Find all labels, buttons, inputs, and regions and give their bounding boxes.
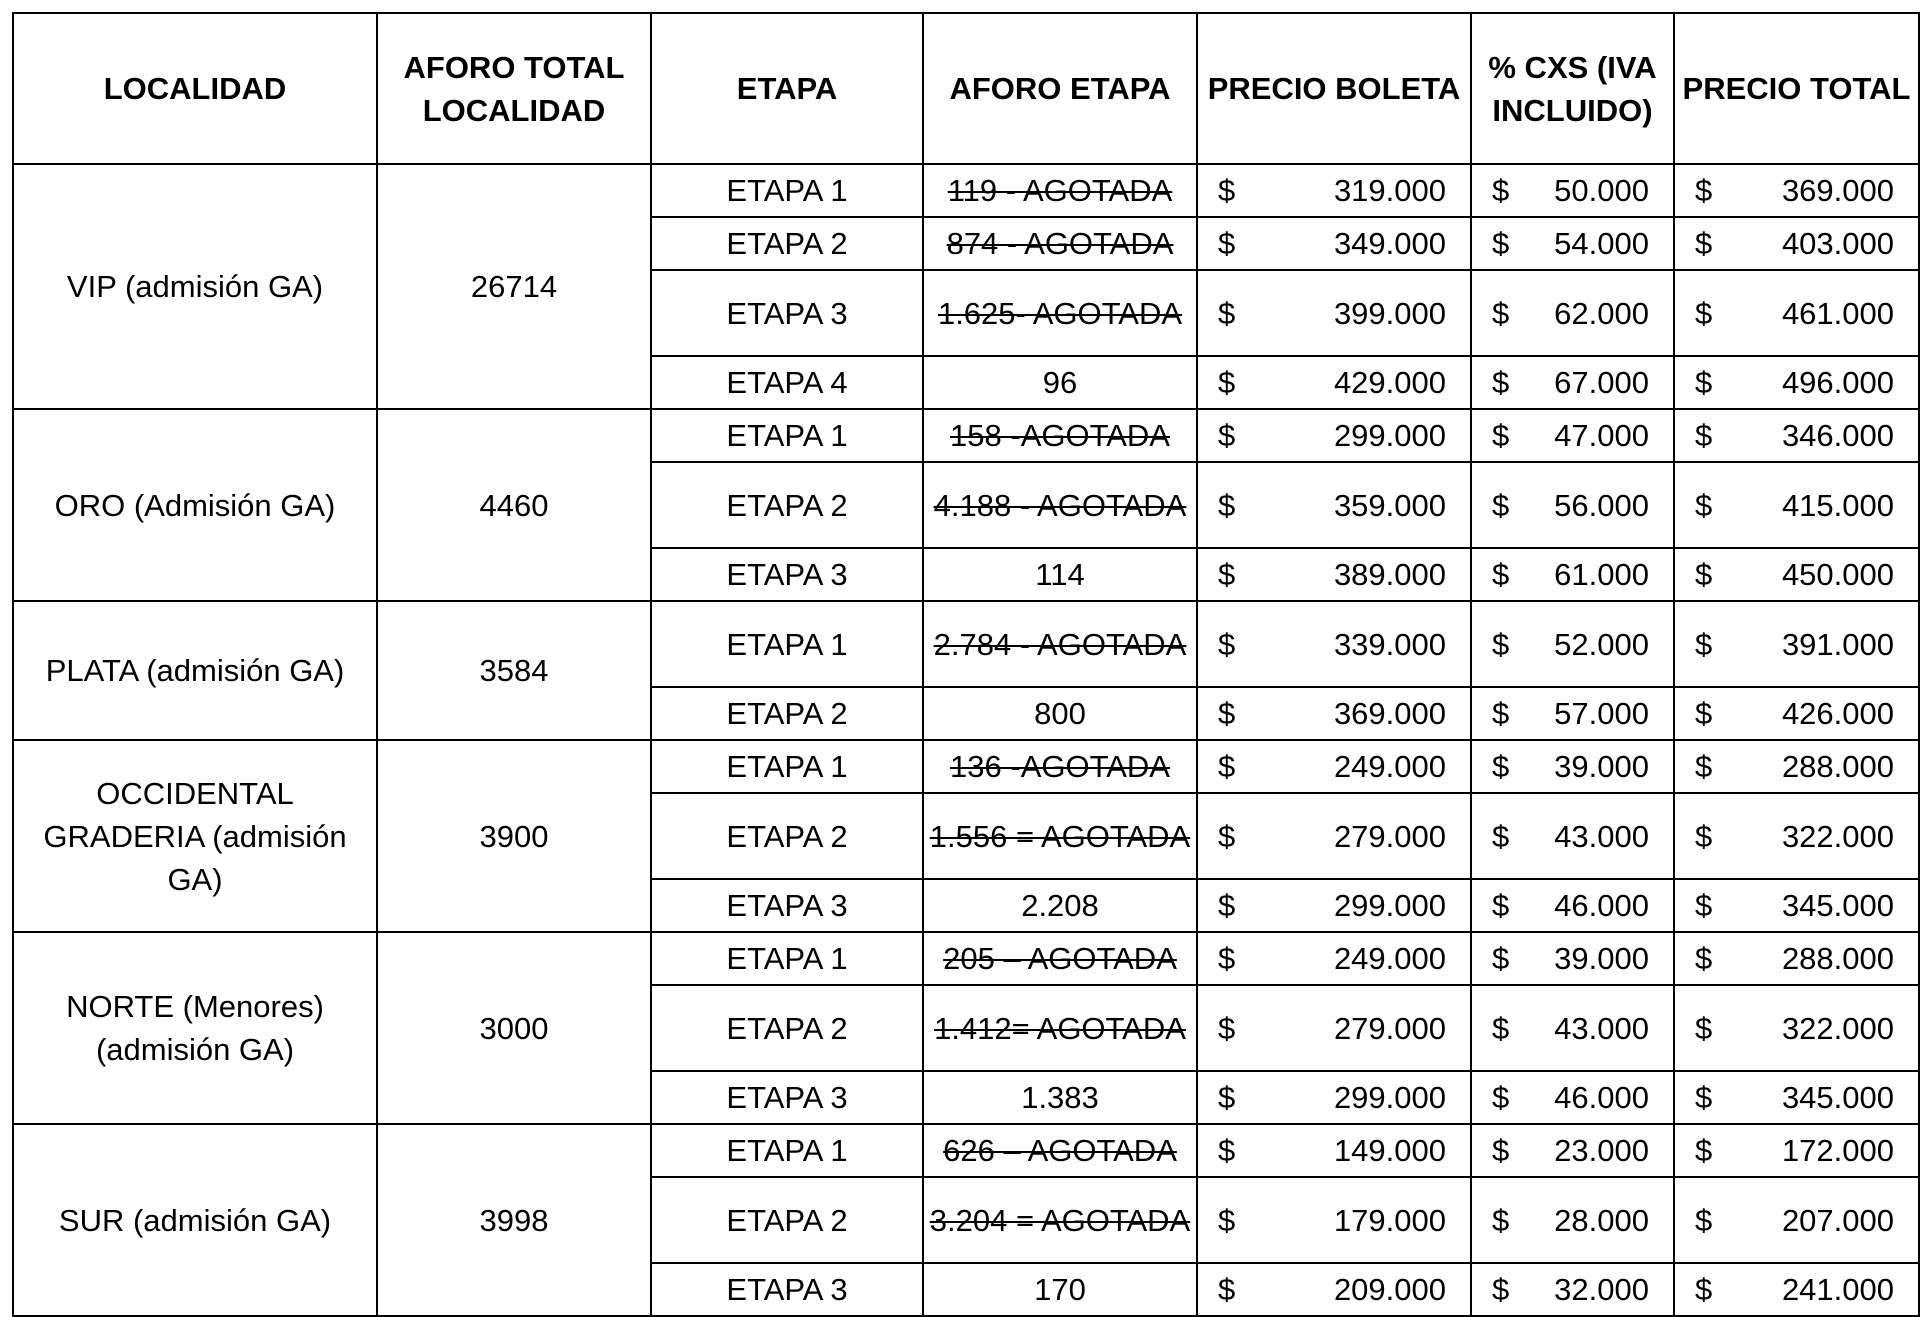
localidad-name: NORTE (Menores) (admisión GA) [13,932,377,1124]
precio-total-cell [1674,356,1919,409]
precio-boleta-cell [1197,217,1471,270]
cxs-value-cell [1471,601,1674,687]
currency-symbol: $ [1695,626,1713,662]
precio-boleta: 299.000 [1333,418,1446,453]
etapa-label: ETAPA 1 [651,932,923,985]
currency-symbol: $ [1218,749,1236,784]
aforo-etapa [923,793,1197,879]
cxs-value: 39.000 [1554,749,1649,784]
precio-total-cell [1674,270,1919,356]
currency-symbol: $ [1695,941,1713,976]
precio-total-cell [1674,1263,1919,1316]
currency-symbol: $ [1492,1010,1510,1046]
aforo-etapa [923,409,1197,462]
precio-total: 241.000 [1781,1272,1894,1307]
cxs-value: 43.000 [1554,1010,1649,1046]
aforo-etapa-value: 1.383 [1021,1080,1099,1115]
cxs-value: 67.000 [1554,365,1649,400]
localidad-name: OCCIDENTAL GRADERIA (admisión GA) [13,740,377,932]
precio-boleta: 249.000 [1333,749,1446,784]
aforo-etapa-sold-out: 136 -AGOTADA [950,749,1170,784]
aforo-total-localidad: 4460 [377,409,651,601]
etapa-label: ETAPA 2 [651,985,923,1071]
cxs-value-cell [1471,1071,1674,1124]
currency-symbol: $ [1492,696,1510,731]
etapa-label: ETAPA 3 [651,270,923,356]
precio-total: 461.000 [1781,295,1894,331]
precio-boleta: 359.000 [1333,487,1446,523]
cxs-value: 50.000 [1554,173,1649,208]
etapa-label: ETAPA 2 [651,793,923,879]
aforo-etapa [923,217,1197,270]
cxs-value-cell [1471,932,1674,985]
cxs-value: 46.000 [1554,888,1649,923]
currency-symbol: $ [1218,365,1236,400]
localidad-name: ORO (Admisión GA) [13,409,377,601]
etapa-label: ETAPA 3 [651,879,923,932]
aforo-etapa [923,164,1197,217]
precio-boleta-cell [1197,932,1471,985]
cxs-value-cell [1471,687,1674,740]
aforo-etapa-sold-out: 1.625- AGOTADA [937,295,1183,331]
precio-total-cell [1674,1124,1919,1177]
currency-symbol: $ [1218,626,1236,662]
aforo-etapa-sold-out: 3.204 = AGOTADA [929,1202,1191,1238]
cxs-value-cell [1471,164,1674,217]
precio-boleta: 149.000 [1333,1133,1446,1168]
currency-symbol: $ [1218,818,1236,854]
currency-symbol: $ [1695,365,1713,400]
table-row [13,932,1919,985]
precio-total: 369.000 [1781,173,1894,208]
localidad-name: SUR (admisión GA) [13,1124,377,1316]
header-etapa: ETAPA [651,13,923,164]
aforo-etapa-value: 2.208 [1021,888,1099,923]
etapa-label: ETAPA 2 [651,217,923,270]
precio-boleta: 349.000 [1333,226,1446,261]
etapa-label: ETAPA 3 [651,1071,923,1124]
table-row [13,409,1919,462]
precio-total-cell [1674,687,1919,740]
currency-symbol: $ [1218,1010,1236,1046]
currency-symbol: $ [1218,295,1236,331]
cxs-value-cell [1471,1263,1674,1316]
precio-boleta: 299.000 [1333,1080,1446,1115]
precio-boleta: 249.000 [1333,941,1446,976]
aforo-etapa [923,985,1197,1071]
etapa-label: ETAPA 3 [651,548,923,601]
aforo-etapa-sold-out: 158 -AGOTADA [950,418,1170,453]
header-cxs: % CXS (IVA INCLUIDO) [1471,13,1674,164]
precio-boleta: 179.000 [1333,1202,1446,1238]
aforo-etapa-sold-out: 626 – AGOTADA [943,1133,1177,1168]
currency-symbol: $ [1695,1080,1713,1115]
currency-symbol: $ [1492,818,1510,854]
currency-symbol: $ [1492,626,1510,662]
precio-total: 322.000 [1781,1010,1894,1046]
aforo-etapa [923,932,1197,985]
precio-total: 288.000 [1781,941,1894,976]
cxs-value: 32.000 [1554,1272,1649,1307]
precio-total: 322.000 [1781,818,1894,854]
currency-symbol: $ [1218,888,1236,923]
precio-boleta: 319.000 [1333,173,1446,208]
precio-total-cell [1674,217,1919,270]
table-row [13,601,1919,687]
precio-total: 345.000 [1781,1080,1894,1115]
etapa-label: ETAPA 2 [651,462,923,548]
precio-total: 403.000 [1781,226,1894,261]
precio-boleta-cell [1197,1124,1471,1177]
precio-total: 207.000 [1781,1202,1894,1238]
precio-total-cell [1674,1071,1919,1124]
currency-symbol: $ [1695,557,1713,592]
currency-symbol: $ [1695,749,1713,784]
currency-symbol: $ [1492,226,1510,261]
aforo-etapa [923,601,1197,687]
aforo-etapa [923,270,1197,356]
header-localidad: LOCALIDAD [13,13,377,164]
precio-boleta: 399.000 [1333,295,1446,331]
precio-total-cell [1674,932,1919,985]
etapa-label: ETAPA 3 [651,1263,923,1316]
precio-boleta-cell [1197,879,1471,932]
aforo-etapa [923,687,1197,740]
precio-total: 415.000 [1781,487,1894,523]
precio-boleta-cell [1197,270,1471,356]
header-aforo-etapa: AFORO ETAPA [923,13,1197,164]
precio-total-cell [1674,740,1919,793]
currency-symbol: $ [1695,487,1713,523]
currency-symbol: $ [1492,365,1510,400]
precio-boleta-cell [1197,164,1471,217]
aforo-etapa-value: 800 [1034,696,1086,731]
cxs-value: 46.000 [1554,1080,1649,1115]
etapa-label: ETAPA 2 [651,687,923,740]
table-row [13,164,1919,217]
aforo-etapa-sold-out: 119 - AGOTADA [947,173,1173,208]
table-row [13,1124,1919,1177]
precio-boleta-cell [1197,356,1471,409]
currency-symbol: $ [1492,557,1510,592]
cxs-value: 54.000 [1554,226,1649,261]
aforo-total-localidad: 3584 [377,601,651,740]
cxs-value: 57.000 [1554,696,1649,731]
cxs-value: 28.000 [1554,1202,1649,1238]
precio-boleta-cell [1197,793,1471,879]
precio-total-cell [1674,879,1919,932]
cxs-value-cell [1471,356,1674,409]
header-row [13,13,1919,164]
currency-symbol: $ [1695,295,1713,331]
currency-symbol: $ [1695,418,1713,453]
aforo-etapa [923,740,1197,793]
precio-boleta-cell [1197,462,1471,548]
cxs-value-cell [1471,879,1674,932]
cxs-value: 56.000 [1554,487,1649,523]
etapa-label: ETAPA 1 [651,1124,923,1177]
currency-symbol: $ [1492,749,1510,784]
currency-symbol: $ [1695,1202,1713,1238]
aforo-etapa-sold-out: 205 – AGOTADA [943,941,1177,976]
precio-boleta-cell [1197,409,1471,462]
aforo-etapa [923,356,1197,409]
precio-total: 288.000 [1781,749,1894,784]
aforo-etapa-sold-out: 2.784 - AGOTADA [933,626,1187,662]
precio-boleta: 299.000 [1333,888,1446,923]
precio-total: 450.000 [1781,557,1894,592]
localidad-name: PLATA (admisión GA) [13,601,377,740]
precio-total: 172.000 [1781,1133,1894,1168]
currency-symbol: $ [1695,226,1713,261]
precio-total-cell [1674,985,1919,1071]
currency-symbol: $ [1695,1272,1713,1307]
cxs-value: 52.000 [1554,626,1649,662]
precio-total: 496.000 [1781,365,1894,400]
aforo-etapa-sold-out: 1.412= AGOTADA [934,1010,1186,1046]
currency-symbol: $ [1218,418,1236,453]
currency-symbol: $ [1695,696,1713,731]
aforo-etapa-value: 96 [1042,365,1078,400]
cxs-value: 43.000 [1554,818,1649,854]
aforo-etapa-sold-out: 874 - AGOTADA [946,226,1174,261]
aforo-total-localidad: 3998 [377,1124,651,1316]
precio-boleta: 369.000 [1333,696,1446,731]
etapa-label: ETAPA 2 [651,1177,923,1263]
cxs-value-cell [1471,793,1674,879]
precio-boleta-cell [1197,601,1471,687]
cxs-value-cell [1471,409,1674,462]
precio-boleta: 279.000 [1333,818,1446,854]
aforo-etapa [923,548,1197,601]
currency-symbol: $ [1695,818,1713,854]
precio-total-cell [1674,601,1919,687]
currency-symbol: $ [1218,1080,1236,1115]
aforo-etapa [923,1071,1197,1124]
currency-symbol: $ [1695,1133,1713,1168]
aforo-etapa [923,462,1197,548]
currency-symbol: $ [1218,1202,1236,1238]
aforo-total-localidad: 3000 [377,932,651,1124]
currency-symbol: $ [1218,557,1236,592]
cxs-value: 62.000 [1554,295,1649,331]
aforo-total-localidad: 26714 [377,164,651,409]
etapa-label: ETAPA 1 [651,409,923,462]
currency-symbol: $ [1218,941,1236,976]
precio-total-cell [1674,462,1919,548]
currency-symbol: $ [1218,173,1236,208]
precio-total: 345.000 [1781,888,1894,923]
aforo-etapa [923,1124,1197,1177]
precio-boleta-cell [1197,1263,1471,1316]
aforo-etapa-value: 170 [1034,1272,1086,1307]
currency-symbol: $ [1218,226,1236,261]
precio-boleta: 209.000 [1333,1272,1446,1307]
aforo-etapa-sold-out: 1.556 = AGOTADA [929,818,1191,854]
currency-symbol: $ [1492,1133,1510,1168]
aforo-etapa-value: 114 [1035,557,1085,592]
precio-total: 346.000 [1781,418,1894,453]
localidad-name: VIP (admisión GA) [13,164,377,409]
aforo-etapa [923,879,1197,932]
precio-boleta-cell [1197,1177,1471,1263]
cxs-value-cell [1471,462,1674,548]
precio-total-cell [1674,1177,1919,1263]
precio-total-cell [1674,164,1919,217]
etapa-label: ETAPA 1 [651,740,923,793]
currency-symbol: $ [1695,173,1713,208]
etapa-label: ETAPA 1 [651,164,923,217]
table-body [13,164,1919,1316]
aforo-etapa [923,1263,1197,1316]
precio-total-cell [1674,409,1919,462]
etapa-label: ETAPA 4 [651,356,923,409]
etapa-label: ETAPA 1 [651,601,923,687]
currency-symbol: $ [1218,487,1236,523]
cxs-value: 61.000 [1554,557,1649,592]
currency-symbol: $ [1218,1272,1236,1307]
currency-symbol: $ [1492,487,1510,523]
cxs-value: 23.000 [1554,1133,1649,1168]
aforo-etapa [923,1177,1197,1263]
cxs-value-cell [1471,270,1674,356]
cxs-value-cell [1471,985,1674,1071]
precio-boleta-cell [1197,985,1471,1071]
precio-boleta-cell [1197,687,1471,740]
cxs-value: 39.000 [1554,941,1649,976]
precio-boleta: 339.000 [1333,626,1446,662]
cxs-value-cell [1471,548,1674,601]
currency-symbol: $ [1492,295,1510,331]
currency-symbol: $ [1492,1080,1510,1115]
aforo-etapa-sold-out: 4.188 - AGOTADA [933,487,1187,523]
precio-total-cell [1674,548,1919,601]
cxs-value-cell [1471,1124,1674,1177]
currency-symbol: $ [1492,888,1510,923]
currency-symbol: $ [1695,1010,1713,1046]
currency-symbol: $ [1492,173,1510,208]
precio-total-cell [1674,793,1919,879]
aforo-total-localidad: 3900 [377,740,651,932]
header-precio-boleta: PRECIO BOLETA [1197,13,1471,164]
cxs-value-cell [1471,740,1674,793]
currency-symbol: $ [1218,1133,1236,1168]
cxs-value-cell [1471,1177,1674,1263]
precio-boleta-cell [1197,740,1471,793]
header-precio-total: PRECIO TOTAL [1674,13,1919,164]
precio-boleta: 279.000 [1333,1010,1446,1046]
cxs-value: 47.000 [1554,418,1649,453]
currency-symbol: $ [1492,941,1510,976]
currency-symbol: $ [1492,1272,1510,1307]
currency-symbol: $ [1492,1202,1510,1238]
currency-symbol: $ [1218,696,1236,731]
table-row [13,740,1919,793]
precio-boleta: 429.000 [1333,365,1446,400]
precio-total: 426.000 [1781,696,1894,731]
currency-symbol: $ [1695,888,1713,923]
precio-boleta: 389.000 [1333,557,1446,592]
header-aforo-total: AFORO TOTAL LOCALIDAD [377,13,651,164]
currency-symbol: $ [1492,418,1510,453]
price-table [12,12,1920,1317]
precio-boleta-cell [1197,1071,1471,1124]
precio-boleta-cell [1197,548,1471,601]
cxs-value-cell [1471,217,1674,270]
precio-total: 391.000 [1781,626,1894,662]
